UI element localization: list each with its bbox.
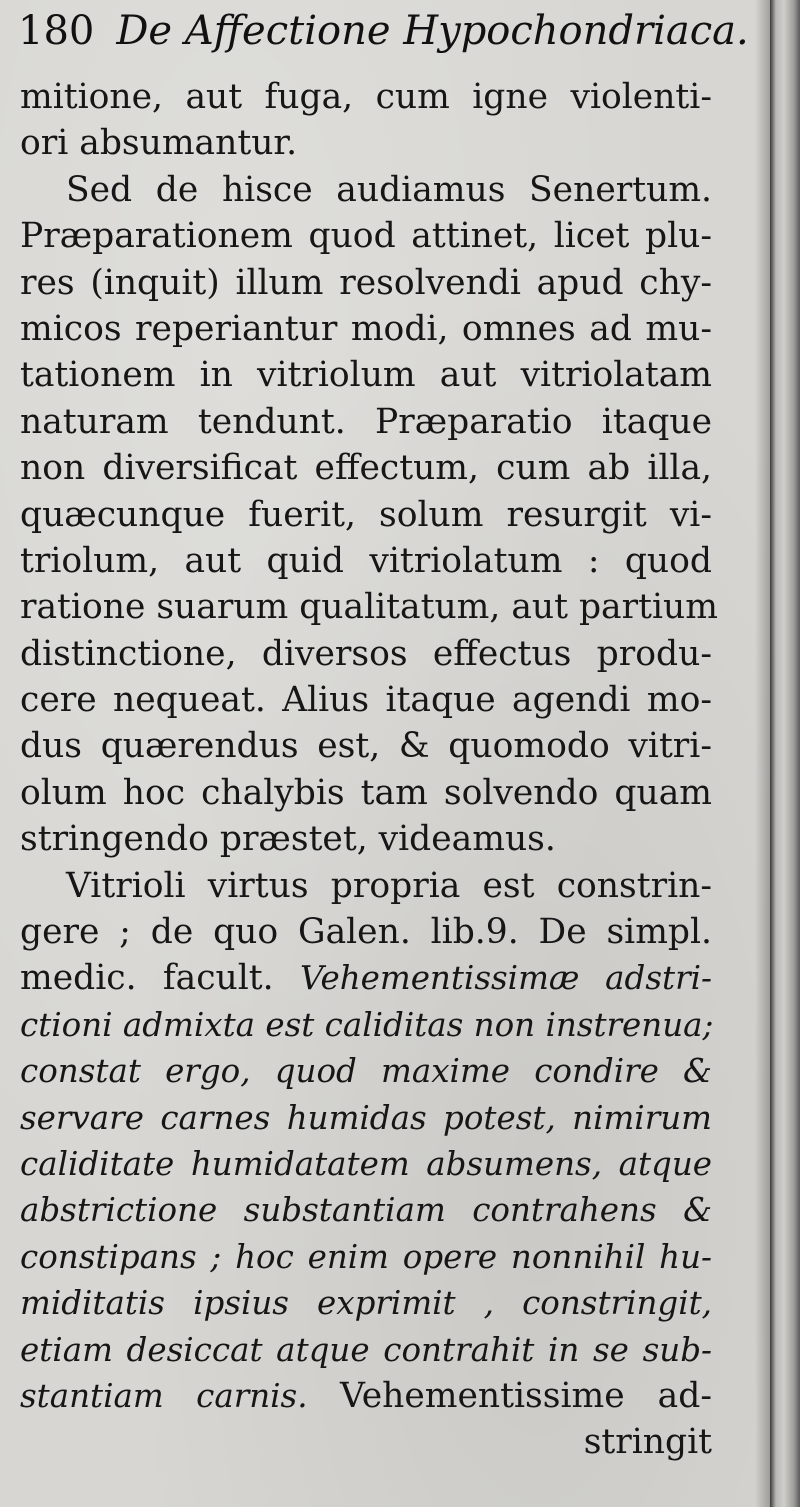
text-line-mixed — [20, 955, 712, 1001]
quotation-line: constat ergo, quod maxime condire & — [20, 1052, 712, 1091]
text-line-mixed — [20, 1373, 712, 1419]
page-header — [18, 8, 749, 54]
quotation-line: abstrictione substantiam contrahens & — [20, 1191, 712, 1230]
page-number: 180 — [18, 8, 95, 54]
text-line: Præparationem quod attinet, licet plu- — [20, 216, 712, 257]
text-line: tationem in vitriolum aut vitriolatam — [20, 355, 712, 396]
italic-segment: stantiam carnis. — [20, 1376, 308, 1415]
quotation-line: caliditate humidatatem absumens, atque — [20, 1144, 712, 1183]
text-line: micos reperiantur modi, omnes ad mu- — [20, 308, 712, 349]
text-line: res (inquit) illum resolvendi apud chy- — [20, 262, 712, 303]
running-title: De Affectione Hypochondriaca. — [116, 8, 749, 54]
roman-segment: Vehementissime ad- — [340, 1375, 712, 1416]
quotation-line: miditatis ipsius exprimit , constringit, — [20, 1284, 712, 1323]
quotation-line: ctioni admixta est caliditas non instrenua; — [20, 1005, 714, 1044]
text-line: naturam tendunt. Præparatio itaque — [20, 401, 712, 442]
text-line: olum hoc chalybis tam solvendo quam — [20, 772, 712, 813]
paragraph-first-line: Vitrioli virtus propria est constrin- — [66, 865, 712, 906]
gutter-shadow — [755, 0, 770, 1507]
paragraph-first-line: Sed de hisce audiamus Senertum. — [66, 169, 712, 210]
text-line: triolum, aut quid vitriolatum : quod — [20, 540, 712, 581]
quotation-line: constipans ; hoc enim opere nonnihil hu- — [20, 1237, 712, 1276]
text-line: ori absumantur. — [20, 123, 298, 164]
text-block — [20, 74, 718, 1466]
adjacent-page-edge — [770, 0, 800, 1507]
text-line: dus quærendus est, & quomodo vitri- — [20, 726, 712, 767]
italic-segment: Vehementissimæ adstri- — [300, 959, 712, 998]
text-line: quæcunque fuerit, solum resurgit vi- — [20, 494, 712, 535]
quotation-line: etiam desiccat atque contrahit in se sub- — [20, 1330, 712, 1369]
catchword: stringit — [583, 1422, 712, 1463]
text-line: mitione, aut fuga, cum igne violenti- — [20, 77, 712, 117]
roman-segment: medic. facult. — [20, 958, 274, 999]
quotation-line: servare carnes humidas potest, nimirum — [20, 1098, 712, 1137]
text-line: gere ; de quo Galen. lib.9. De simpl. — [20, 912, 712, 953]
text-line: ratione suarum qualitatum, aut partium — [20, 587, 718, 628]
text-line: stringendo præstet, videamus. — [20, 819, 556, 860]
text-line: cere nequeat. Alius itaque agendi mo- — [20, 680, 712, 721]
text-line: non diversificat effectum, cum ab illa, — [20, 448, 712, 489]
text-line: distinctione, diversos effectus produ- — [20, 633, 712, 674]
